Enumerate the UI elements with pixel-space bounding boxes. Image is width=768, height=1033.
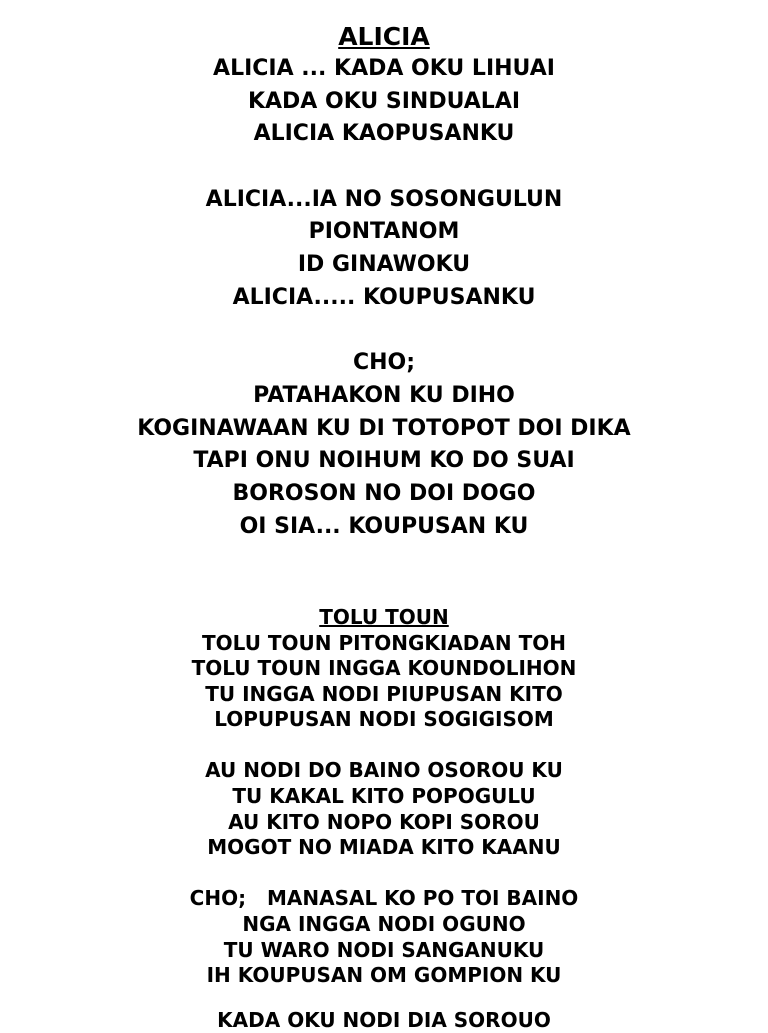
- lyric-line: MOGOT NO MIADA KITO KAANU: [207, 835, 561, 860]
- lyric-line: ALICIA KAOPUSANKU: [253, 121, 515, 147]
- lyric-line: TU KAKAL KITO POPOGULU: [232, 784, 536, 809]
- lyric-line: PATAHAKON KU DIHO: [253, 382, 515, 408]
- lyric-line: TU INGGA NODI PIUPUSAN KITO: [205, 681, 563, 706]
- lyric-line: NGA INGGA NODI OGUNO: [242, 912, 526, 937]
- lyric-line: BOROSON NO DOI DOGO: [232, 480, 536, 506]
- lyric-line: ALICIA...IA NO SOSONGULUN: [205, 186, 563, 212]
- lyric-line: TOLU TOUN PITONGKIADAN TOH: [202, 630, 566, 655]
- song-alicia: [0, 21, 768, 543]
- lyric-line: AU KITO NOPO KOPI SOROU: [228, 809, 540, 834]
- song-title: TOLU TOUN: [319, 605, 449, 629]
- chorus-label: CHO;: [352, 350, 416, 376]
- lyric-line: KOGINAWAAN KU DI TOTOPOT DOI DIKA: [137, 415, 631, 441]
- song-tolu-toun: [0, 605, 768, 989]
- lyric-line: TAPI ONU NOIHUM KO DO SUAI: [193, 448, 575, 474]
- lyric-line: LOPUPUSAN NODI SOGIGISOM: [214, 707, 554, 732]
- stanza-gap: [0, 861, 768, 887]
- lyric-line: TU WARO NODI SANGANUKU: [223, 937, 545, 962]
- stanza-gap: [0, 733, 768, 759]
- lyric-line: ALICIA ... KADA OKU LIHUAI: [213, 56, 555, 81]
- lyric-line: AU NODI DO BAINO OSOROU KU: [205, 758, 563, 783]
- lyric-line: IH KOUPUSAN OM GOMPION KU: [206, 963, 562, 988]
- lyric-line: PIONTANOM: [308, 219, 460, 245]
- lyric-line: ALICIA..... KOUPUSANKU: [232, 284, 536, 310]
- lyric-line: OI SIA... KOUPUSAN KU: [239, 513, 529, 539]
- stanza-gap: [0, 151, 768, 184]
- chorus-line: CHO; MANASAL KO PO TOI BAINO: [189, 886, 579, 911]
- song-title: ALICIA: [338, 22, 430, 51]
- lyric-line: ID GINAWOKU: [297, 252, 471, 278]
- cut-off-lyric-line: KADA OKU NODI DIA SOROUO: [217, 1008, 551, 1032]
- lyric-line: TOLU TOUN INGGA KOUNDOLIHON: [191, 656, 577, 681]
- lyric-line: KADA OKU SINDUALAI: [247, 88, 521, 114]
- stanza-gap: [0, 315, 768, 348]
